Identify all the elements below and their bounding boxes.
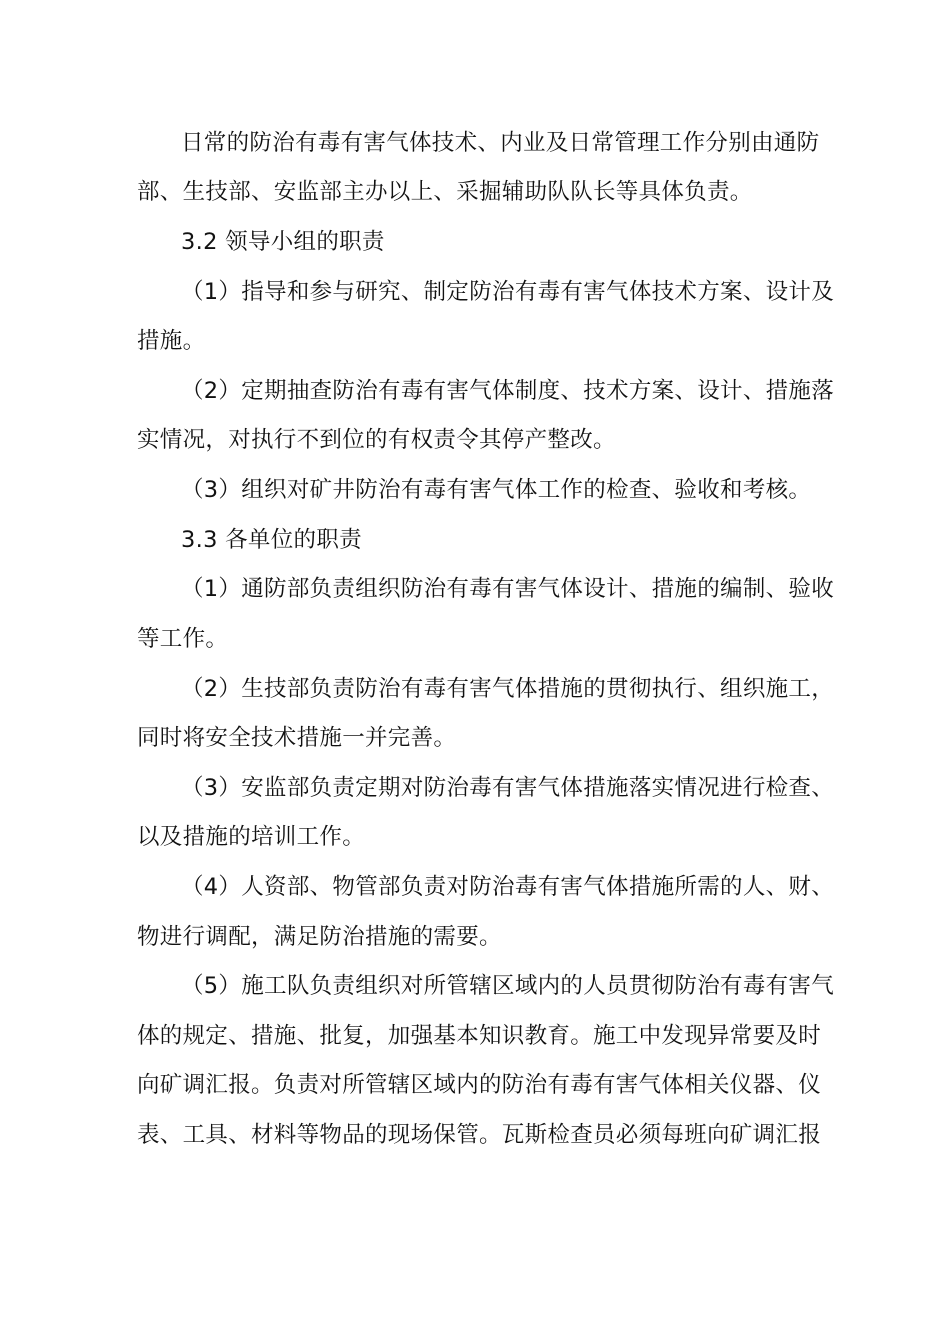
paragraph-line: 日常的防治有毒有害气体技术、内业及日常管理工作分别由通防 — [181, 130, 820, 156]
section-heading: 3.3 各单位的职责 — [181, 527, 362, 553]
paragraph-line: 以及措施的培训工作。 — [137, 824, 366, 850]
paragraph-line: （5）施工队负责组织对所管辖区域内的人员贯彻防治有毒有害气 — [181, 973, 835, 999]
paragraph-line: 等工作。 — [137, 626, 229, 652]
paragraph-line: 向矿调汇报。负责对所管辖区域内的防治有毒有害气体相关仪器、仪 — [137, 1072, 822, 1098]
paragraph-line: （4）人资部、物管部负责对防治毒有害气体措施所需的人、财、 — [181, 874, 835, 900]
paragraph-line: 实情况，对执行不到位的有权责令其停产整改。 — [137, 427, 616, 453]
paragraph-line: （1）指导和参与研究、制定防治有毒有害气体技术方案、设计及 — [181, 279, 835, 305]
paragraph-line: （3）组织对矿井防治有毒有害气体工作的检查、验收和考核。 — [181, 477, 812, 503]
paragraph-line: 部、生技部、安监部主办以上、采掘辅助队队长等具体负责。 — [137, 179, 753, 205]
paragraph-line: 表、工具、材料等物品的现场保管。瓦斯检查员必须每班向矿调汇报 — [137, 1122, 822, 1148]
paragraph-line: 同时将安全技术措施一并完善。 — [137, 725, 457, 751]
paragraph-line: 体的规定、措施、批复，加强基本知识教育。施工中发现异常要及时 — [137, 1023, 822, 1049]
paragraph-line: （2）生技部负责防治有毒有害气体措施的贯彻执行、组织施工， — [181, 676, 835, 702]
paragraph-line: （2）定期抽查防治有毒有害气体制度、技术方案、设计、措施落 — [181, 378, 835, 404]
section-heading: 3.2 领导小组的职责 — [181, 229, 385, 255]
paragraph-line: 物进行调配，满足防治措施的需要。 — [137, 924, 502, 950]
paragraph-line: （3）安监部负责定期对防治毒有害气体措施落实情况进行检查、 — [181, 775, 835, 801]
paragraph-line: 措施。 — [137, 328, 206, 354]
paragraph-line: （1）通防部负责组织防治有毒有害气体设计、措施的编制、验收 — [181, 576, 835, 602]
